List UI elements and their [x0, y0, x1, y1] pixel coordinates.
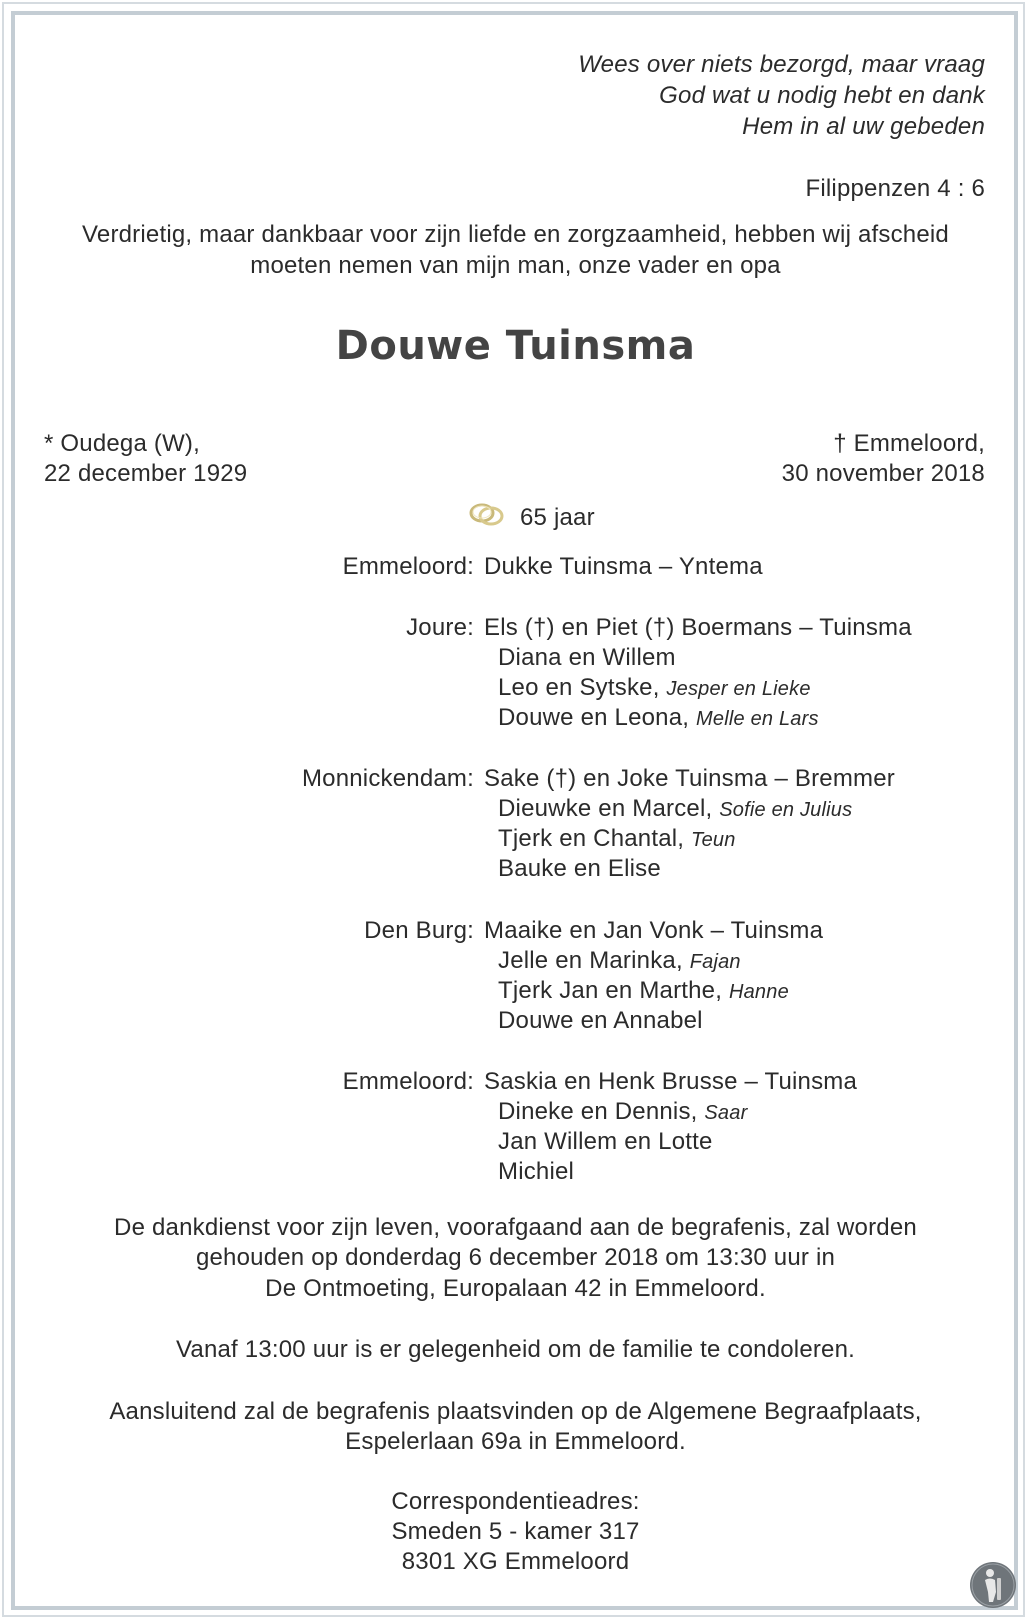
family-child: Bauke en Elise	[498, 855, 661, 882]
service-line-3: De Ontmoeting, Europalaan 42 in Emmeloord.	[265, 1275, 766, 1302]
family-place: Monnickendam:	[301, 765, 474, 792]
family-child: Dieuwke en Marcel, Sofie en Julius	[498, 795, 853, 822]
service-line-2: gehouden op donderdag 6 december 2018 om 13:30 uur in	[195, 1244, 836, 1271]
grandchildren: Saar	[704, 1102, 748, 1124]
family-main: Maaike en Jan Vonk – Tuinsma	[484, 917, 824, 944]
memorial-logo-icon	[968, 1560, 1018, 1610]
quote-line-3: Hem in al uw gebeden	[742, 113, 985, 140]
family-place: Den Burg:	[364, 917, 474, 944]
family-place: Joure:	[406, 614, 474, 641]
family-child: Tjerk Jan en Marthe, Hanne	[498, 977, 789, 1004]
birth-date: 22 december 1929	[44, 460, 248, 487]
service-line-1: De dankdienst voor zijn leven, voorafgaand aan de begrafenis, zal worden	[114, 1214, 917, 1241]
deceased-name: Douwe Tuinsma	[335, 323, 696, 369]
family-main: Dukke Tuinsma – Yntema	[484, 553, 763, 580]
family-main: Els (†) en Piet (†) Boermans – Tuinsma	[484, 614, 912, 641]
family-place: Emmeloord:	[342, 1068, 474, 1095]
family-main: Saskia en Henk Brusse – Tuinsma	[484, 1068, 858, 1095]
family-child: Diana en Willem	[498, 644, 676, 671]
correspondence-label: Correspondentieadres:	[391, 1488, 640, 1515]
grandchildren: Jesper en Lieke	[666, 678, 811, 700]
grandchildren: Hanne	[728, 981, 789, 1003]
grandchildren: Teun	[691, 829, 736, 851]
family-child: Douwe en Leona, Melle en Lars	[498, 704, 819, 731]
family-child: Tjerk en Chantal, Teun	[498, 825, 736, 852]
family-child: Dineke en Dennis, Saar	[498, 1098, 748, 1125]
grandchildren: Fajan	[689, 951, 741, 973]
condolence-text: Vanaf 13:00 uur is er gelegenheid om de familie te condoleren.	[175, 1336, 856, 1363]
family-child: Jelle en Marinka, Fajan	[498, 947, 741, 974]
burial-line-2: Espelerlaan 69a in Emmeloord.	[345, 1428, 686, 1455]
birth-place: * Oudega (W),	[44, 430, 200, 457]
family-child: Jan Willem en Lotte	[498, 1128, 713, 1155]
intro-line-2: moeten nemen van mijn man, onze vader en opa	[250, 252, 781, 279]
marriage-years: 65 jaar	[520, 504, 595, 531]
intro-line-1: Verdrietig, maar dankbaar voor zijn liefde en zorgzaamheid, hebben wij afscheid	[82, 221, 949, 248]
grandchildren: Sofie en Julius	[719, 799, 853, 821]
grandchildren: Melle en Lars	[696, 708, 819, 730]
family-child: Douwe en Annabel	[498, 1007, 703, 1034]
quote-line-1: Wees over niets bezorgd, maar vraag	[578, 51, 985, 78]
family-child: Leo en Sytske, Jesper en Lieke	[498, 674, 811, 701]
family-child: Michiel	[498, 1158, 575, 1185]
death-date: 30 november 2018	[781, 460, 985, 487]
wedding-rings-icon	[467, 500, 507, 528]
correspondence-street: Smeden 5 - kamer 317	[391, 1518, 640, 1545]
quote-reference: Filippenzen 4 : 6	[805, 175, 985, 202]
quote-line-2: God wat u nodig hebt en dank	[659, 82, 985, 109]
burial-line-1: Aansluitend zal de begrafenis plaatsvinden op de Algemene Begraafplaats,	[109, 1398, 922, 1425]
family-place: Emmeloord:	[342, 553, 474, 580]
family-main: Sake (†) en Joke Tuinsma – Bremmer	[484, 765, 895, 792]
correspondence-city: 8301 XG Emmeloord	[401, 1548, 630, 1575]
death-place: † Emmeloord,	[833, 430, 985, 457]
